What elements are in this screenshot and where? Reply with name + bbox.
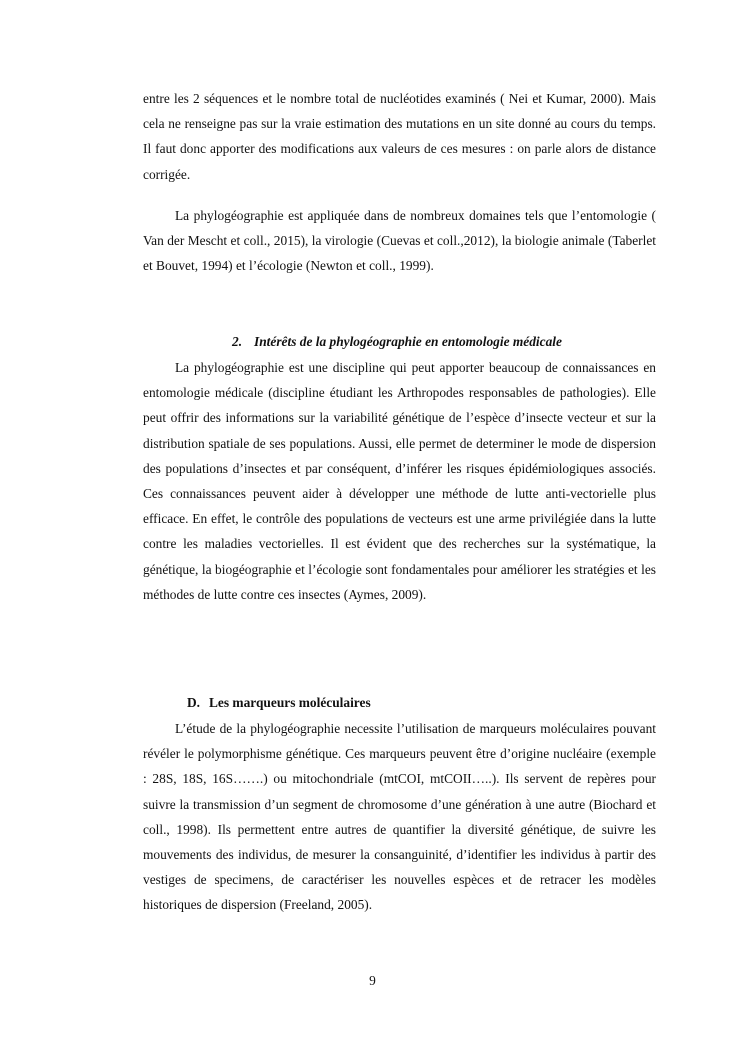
paragraph-entomologie-medicale: La phylogéographie est une discipline qui peut apporter beaucoup de connaissances en entomologie médicale (discipline étudiant les Arthropodes responsables de pathologies). Elle peut offrir des informations sur la variabilité génétique de l’espèce d’insecte vecteur et sur la distribution spatiale de ses populations. Aussi, elle permet de determiner le mode de dispersion des populations d’insectes et par conséquent, d’inférer les risques épidémiologiques associés. Ces connaissances peuvent aider à développer une méthode de lutte anti-vectorielle plus efficace. En effet, le contrôle des populations de vecteurs est une arme privilégiée dans la lutte contre les maladies vectorielles. Il est évident que des recherches sur la systématique, la génétique, la biogéographie et l’écologie sont fondamentales pour améliorer les stratégies et les méthodes de lutte contre ces insectes (Aymes, 2009). [143,360,656,602]
section-number: 2. [232,334,243,349]
section-heading-interets [232,332,562,352]
section-title: Intérêts de la phylogéographie en entomologie médicale [254,334,562,349]
section-title: Les marqueurs moléculaires [209,695,371,710]
page-number: 9 [369,973,376,988]
paragraph-distance-corrigee: entre les 2 séquences et le nombre total de nucléotides examinés ( Nei et Kumar, 2000). Mais cela ne renseigne pas sur la vraie estimation des mutations en un site donné au cours du temps. Il faut donc apporter des modifications aux valeurs de ces mesures : on parle alors de distance corrigée. [143,91,656,182]
paragraph-marqueurs-moleculaires: L’étude de la phylogéographie necessite l’utilisation de marqueurs moléculaires pouvant révéler le polymorphisme génétique. Ces marqueurs peuvent être d’origine nucléaire (exemple : 28S, 18S, 16S…….) ou mitochondriale (mtCOI, mtCOII…..). Ils servent de repères pour suivre la transmission d’un segment de chromosome d’une génération à une autre (Biochard et coll., 1998). Ils permettent entre autres de quantifier la diversité génétique, de suivre les mouvements des individus, de mesurer la consanguinité, d’identifier les individus à partir des vestiges de specimens, de caractériser les nouvelles espèces et de retracer les modèles historiques de dispersion (Freeland, 2005). [143,721,656,913]
section-letter: D. [187,695,201,710]
section-heading-marqueurs [187,693,371,713]
paragraph-phylogeographie-domaines: La phylogéographie est appliquée dans de nombreux domaines tels que l’entomologie ( Van der Mescht et coll., 2015), la virologie (Cuevas et coll.,2012), la biologie animale (Taberlet et Bouvet, 1994) et l’écologie (Newton et coll., 1999). [143,208,656,274]
